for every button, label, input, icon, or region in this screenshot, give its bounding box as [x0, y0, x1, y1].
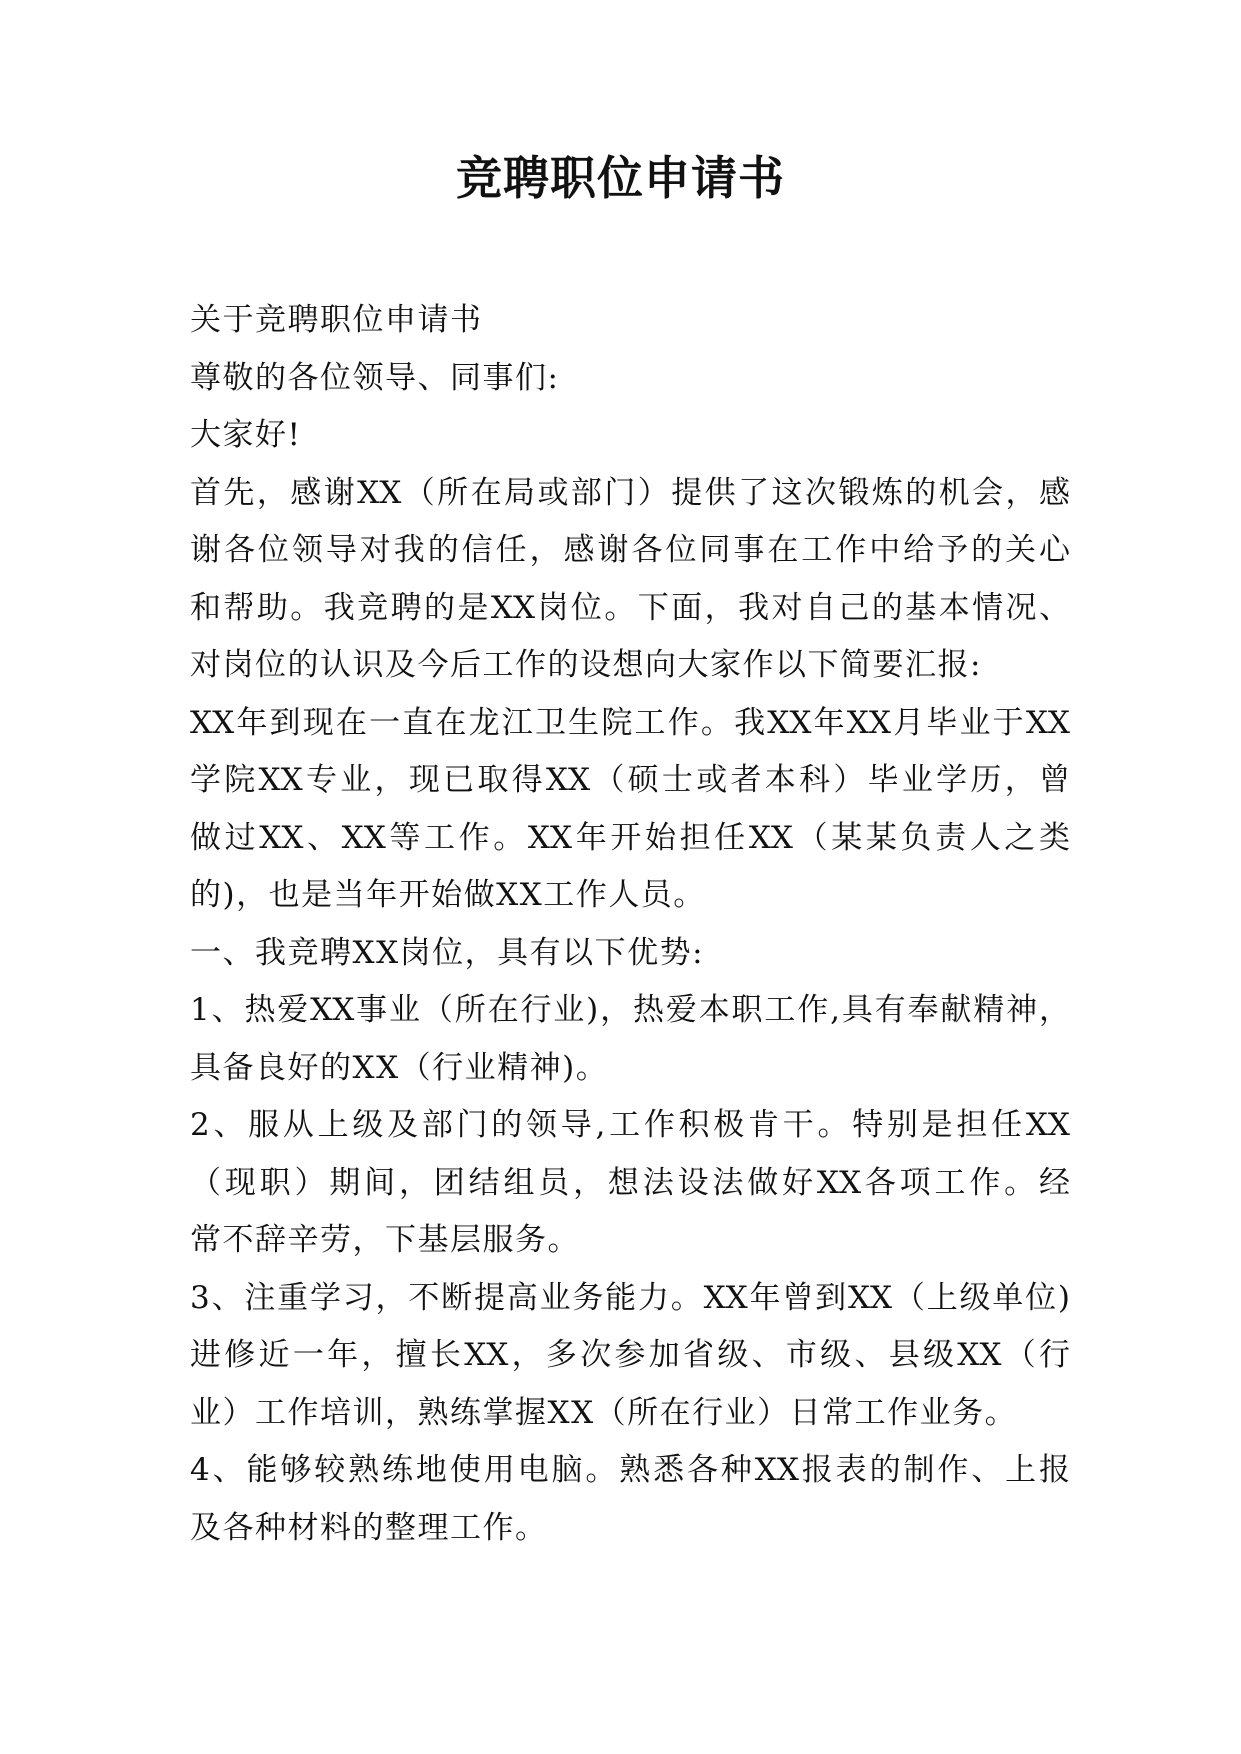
paragraph-line: 对岗位的认识及今后工作的设想向大家作以下简要汇报:	[190, 647, 982, 683]
paragraph-line: 做过XX、XX等工作。XX年开始担任XX（某某负责人之类	[190, 819, 1070, 856]
document-title: 竞聘职位申请书	[456, 151, 785, 205]
paragraph-line: 及各种材料的整理工作。	[190, 1509, 548, 1546]
paragraph-line: 和帮助。我竞聘的是XX岗位。下面，我对自己的基本情况、	[190, 589, 1070, 626]
paragraph-line: 4、能够较熟练地使用电脑。熟悉各种XX报表的制作、上报	[190, 1452, 1070, 1488]
paragraph-line: 尊敬的各位领导、同事们:	[190, 359, 560, 396]
paragraph-line: 常不辞辛劳，下基层服务。	[190, 1222, 580, 1258]
paragraph-line: 2、服从上级及部门的领导,工作积极肯干。特别是担任XX	[190, 1107, 1070, 1143]
paragraph-line: 3、注重学习，不断提高业务能力。XX年曾到XX（上级单位)	[190, 1279, 1070, 1316]
paragraph-line: 具备良好的XX（行业精神)。	[190, 1049, 609, 1086]
paragraph-line: XX年到现在一直在龙江卫生院工作。我XX年XX月毕业于XX	[190, 704, 1070, 741]
paragraph-line: 业）工作培训，熟练掌握XX（所在行业）日常工作业务。	[190, 1394, 1018, 1431]
paragraph-line: 进修近一年，擅长XX，多次参加省级、市级、县级XX（行	[190, 1337, 1070, 1373]
paragraph-line: （现职）期间，团结组员，想法设法做好XX各项工作。经	[190, 1164, 1070, 1201]
paragraph-line: 关于竞聘职位申请书	[190, 302, 483, 338]
document-body	[190, 292, 1070, 1557]
paragraph-line: 的)，也是当年开始做XX工作人员。	[190, 877, 706, 913]
paragraph-line: 学院XX专业，现已取得XX（硕士或者本科）毕业学历，曾	[190, 762, 1070, 798]
paragraph-line: 1、热爱XX事业（所在行业)，热爱本职工作,具有奉献精神，	[190, 992, 1070, 1028]
paragraph-line: 首先，感谢XX（所在局或部门）提供了这次锻炼的机会，感	[190, 474, 1070, 511]
paragraph-line: 谢各位领导对我的信任，感谢各位同事在工作中给予的关心	[190, 532, 1070, 568]
paragraph-line: 大家好!	[190, 417, 302, 453]
paragraph-line: 一、我竞聘XX岗位，具有以下优势:	[190, 934, 705, 971]
